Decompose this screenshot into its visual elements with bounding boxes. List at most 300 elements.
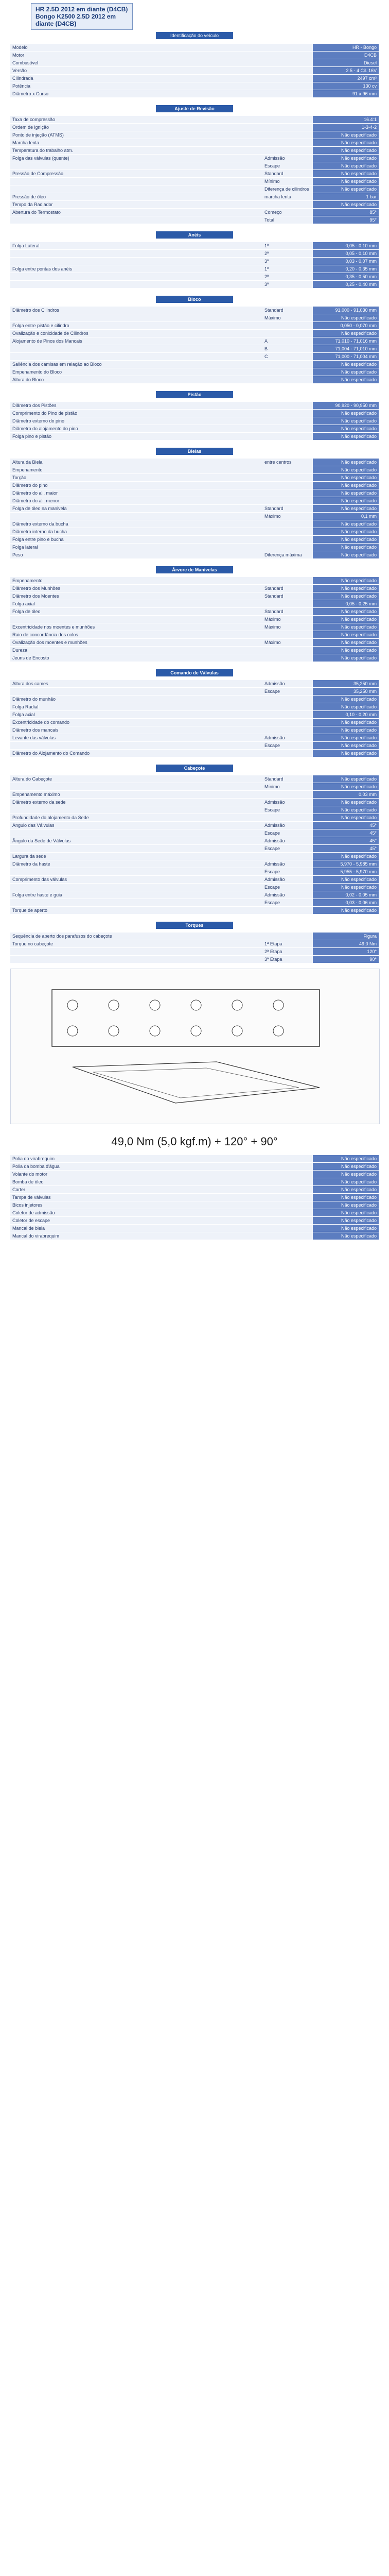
row-value: Não especificado xyxy=(313,775,379,783)
row-qualifier xyxy=(262,1209,313,1216)
row-qualifier: Admissão xyxy=(262,891,313,899)
row-qualifier xyxy=(262,322,313,329)
row-value: 0,03 mm xyxy=(313,791,379,798)
table-row xyxy=(10,124,379,131)
table-row xyxy=(10,1163,379,1170)
row-qualifier xyxy=(262,489,313,497)
table-row xyxy=(10,1178,379,1185)
row-qualifier: Escape xyxy=(262,742,313,749)
row-label: Diâmetro da haste xyxy=(10,860,262,868)
table-row xyxy=(10,402,379,409)
row-label: Diâmetro do alojamento do pino xyxy=(10,425,262,432)
row-value: Não especificado xyxy=(313,1225,379,1232)
row-label: Diâmetro dos Cilindros xyxy=(10,307,262,314)
title-box xyxy=(31,3,133,30)
row-qualifier: Escape xyxy=(262,688,313,695)
row-label: Diâmetro externo da sede xyxy=(10,799,262,806)
row-label: Coletor de admissão xyxy=(10,1209,262,1216)
table-row xyxy=(10,59,379,66)
row-qualifier xyxy=(262,361,313,368)
row-value: 45° xyxy=(313,822,379,829)
table-row xyxy=(10,44,379,51)
row-qualifier: Standard xyxy=(262,170,313,177)
section-cabecote: Cabeçote xyxy=(156,765,233,772)
row-value: 45° xyxy=(313,829,379,837)
table-row xyxy=(10,876,379,883)
row-label: Diâmetro do munhão xyxy=(10,696,262,703)
row-label: Ovalização dos moentes e munhões xyxy=(10,639,262,646)
row-qualifier xyxy=(262,711,313,718)
row-qualifier xyxy=(262,647,313,654)
table-row xyxy=(10,799,379,806)
row-label: Ângulo das Válvulas xyxy=(10,822,262,829)
row-label: Excentricidade do comando xyxy=(10,719,262,726)
row-value: Não especificado xyxy=(313,314,379,321)
row-qualifier: Standard xyxy=(262,585,313,592)
row-value: Não especificado xyxy=(313,876,379,883)
row-value: 91,000 - 91,030 mm xyxy=(313,307,379,314)
table-row xyxy=(10,273,379,280)
row-value: 85° xyxy=(313,209,379,216)
row-label: Altura do Bloco xyxy=(10,376,262,383)
row-label xyxy=(10,806,262,814)
row-label xyxy=(10,884,262,891)
row-value: Não especificado xyxy=(313,505,379,512)
table-row xyxy=(10,265,379,273)
row-qualifier xyxy=(262,402,313,409)
row-label: Excentricidade nos moentes e munhões xyxy=(10,623,262,631)
row-qualifier xyxy=(262,44,313,51)
row-value: Não especificado xyxy=(313,719,379,726)
row-qualifier xyxy=(262,482,313,489)
table-row xyxy=(10,67,379,74)
row-label: Coletor de escape xyxy=(10,1217,262,1224)
row-qualifier: Standard xyxy=(262,608,313,615)
section-revisao: Ajuste de Revisão xyxy=(156,105,233,112)
row-label: Temperatura do trabalho atm. xyxy=(10,147,262,154)
row-qualifier xyxy=(262,933,313,940)
row-label: Diâmetro do ali. maior xyxy=(10,489,262,497)
row-qualifier xyxy=(262,1186,313,1193)
row-value: Não especificado xyxy=(313,639,379,646)
row-qualifier xyxy=(262,139,313,146)
row-value: Não especificado xyxy=(313,907,379,914)
table-row xyxy=(10,116,379,123)
row-value: Diesel xyxy=(313,59,379,66)
table-row xyxy=(10,623,379,631)
row-value: 45° xyxy=(313,845,379,852)
row-label: Folga axial xyxy=(10,600,262,607)
row-label: Ângulo da Sede de Válvulas xyxy=(10,837,262,844)
table-row xyxy=(10,726,379,734)
row-value: Não especificado xyxy=(313,170,379,177)
row-qualifier xyxy=(262,1155,313,1162)
row-value: Não especificado xyxy=(313,1194,379,1201)
table-row xyxy=(10,242,379,249)
row-value: Não especificado xyxy=(313,155,379,162)
section-anel: Anéis xyxy=(156,231,233,239)
row-label: Diâmetro dos mancais xyxy=(10,726,262,734)
row-label xyxy=(10,616,262,623)
row-qualifier xyxy=(262,425,313,432)
row-qualifier xyxy=(262,750,313,757)
row-value: Não especificado xyxy=(313,647,379,654)
row-qualifier: Admissão xyxy=(262,734,313,741)
row-label: Ponto de injeção (ATMS) xyxy=(10,131,262,139)
row-label: Pressão de óleo xyxy=(10,193,262,200)
row-label: Comprimento do Pino de pistão xyxy=(10,410,262,417)
table-row xyxy=(10,544,379,551)
row-label: Largura da sede xyxy=(10,853,262,860)
row-label xyxy=(10,314,262,321)
table-row xyxy=(10,410,379,417)
table-row xyxy=(10,791,379,798)
row-qualifier: Começo xyxy=(262,209,313,216)
row-qualifier: Escape xyxy=(262,845,313,852)
table-row xyxy=(10,1194,379,1201)
row-qualifier xyxy=(262,528,313,535)
table-row xyxy=(10,940,379,947)
row-qualifier xyxy=(262,520,313,528)
row-value: 120° xyxy=(313,948,379,955)
row-label xyxy=(10,258,262,265)
row-value: Não especificado xyxy=(313,616,379,623)
row-value: 2.5 - 4 Cil. 16V xyxy=(313,67,379,74)
section-virabrequim: Árvore de Manivelas xyxy=(156,566,233,573)
row-qualifier xyxy=(262,1232,313,1240)
table-row xyxy=(10,489,379,497)
row-label xyxy=(10,162,262,170)
row-value: 2497 cm³ xyxy=(313,75,379,82)
row-qualifier: Escape xyxy=(262,162,313,170)
row-qualifier: Standard xyxy=(262,592,313,600)
row-value: 71,000 - 71,004 mm xyxy=(313,353,379,360)
row-label: Bicos injetores xyxy=(10,1201,262,1209)
row-value: 45° xyxy=(313,837,379,844)
title-line-2: Bongo K2500 2.5D 2012 em diante (D4CB) xyxy=(36,13,116,27)
table-row xyxy=(10,750,379,757)
table-row xyxy=(10,474,379,481)
table-row xyxy=(10,193,379,200)
row-label: Diâmetro x Curso xyxy=(10,90,262,97)
row-qualifier xyxy=(262,631,313,638)
row-label: Polia da bomba d'água xyxy=(10,1163,262,1170)
row-label: Peso xyxy=(10,551,262,558)
row-label xyxy=(10,868,262,875)
table-row xyxy=(10,1171,379,1178)
row-label: Modelo xyxy=(10,44,262,51)
row-value: Não especificado xyxy=(313,1171,379,1178)
row-label: Raio de concordância dos colos xyxy=(10,631,262,638)
row-label: Folga entre haste e guia xyxy=(10,891,262,899)
row-label: Diâmetro dos Pistões xyxy=(10,402,262,409)
table-row xyxy=(10,891,379,899)
row-label: Folga Radial xyxy=(10,703,262,710)
row-qualifier xyxy=(262,719,313,726)
row-value: Não especificado xyxy=(313,1163,379,1170)
row-qualifier: 2ª Etapa xyxy=(262,948,313,955)
row-label: Empenamento do Bloco xyxy=(10,368,262,376)
table-row xyxy=(10,806,379,814)
row-qualifier: Escape xyxy=(262,899,313,906)
row-value: Não especificado xyxy=(313,623,379,631)
row-value: 16.4:1 xyxy=(313,116,379,123)
row-value: 5,970 - 5,985 mm xyxy=(313,860,379,868)
row-value: Não especificado xyxy=(313,147,379,154)
row-value: Não especificado xyxy=(313,497,379,504)
row-qualifier xyxy=(262,814,313,821)
row-value: Não especificado xyxy=(313,1201,379,1209)
row-value: Não especificado xyxy=(313,654,379,662)
row-value: Não especificado xyxy=(313,330,379,337)
row-label: Ordem de ignição xyxy=(10,124,262,131)
table-row xyxy=(10,860,379,868)
row-label: Saliência dos camisas em relação ao Bloco xyxy=(10,361,262,368)
row-label xyxy=(10,845,262,852)
row-qualifier: Standard xyxy=(262,505,313,512)
table-row xyxy=(10,1217,379,1224)
row-qualifier xyxy=(262,536,313,543)
row-label: Jeuns de Encosto xyxy=(10,654,262,662)
table-row xyxy=(10,829,379,837)
row-qualifier xyxy=(262,654,313,662)
table-row xyxy=(10,639,379,646)
row-label: Polia do virabrequim xyxy=(10,1155,262,1162)
row-value: 0,1 mm xyxy=(313,513,379,520)
row-value: Não especificado xyxy=(313,361,379,368)
row-value: Não especificado xyxy=(313,585,379,592)
row-value: Não especificado xyxy=(313,1217,379,1224)
table-row xyxy=(10,948,379,955)
table-row xyxy=(10,201,379,208)
row-value: 71,004 - 71,010 mm xyxy=(313,345,379,352)
table-row xyxy=(10,155,379,162)
table-row xyxy=(10,1201,379,1209)
row-qualifier: Admissão xyxy=(262,876,313,883)
table-row xyxy=(10,307,379,314)
row-qualifier xyxy=(262,90,313,97)
row-label: Torque de aperto xyxy=(10,907,262,914)
row-value: Não especificado xyxy=(313,544,379,551)
row-value: Não especificado xyxy=(313,577,379,584)
table-row xyxy=(10,459,379,466)
row-label: Folga das válvulas (quente) xyxy=(10,155,262,162)
row-qualifier xyxy=(262,466,313,473)
row-qualifier xyxy=(262,59,313,66)
row-value: Não especificado xyxy=(313,592,379,600)
table-row xyxy=(10,466,379,473)
row-qualifier: Total xyxy=(262,216,313,224)
row-qualifier: 1ª Etapa xyxy=(262,940,313,947)
table-row xyxy=(10,742,379,749)
row-value: Não especificado xyxy=(313,551,379,558)
row-label: Folga entre pistão e cilindro xyxy=(10,322,262,329)
table-row xyxy=(10,216,379,224)
row-value: Não especificado xyxy=(313,1186,379,1193)
row-qualifier: Standard xyxy=(262,775,313,783)
row-qualifier: Diferença máxima xyxy=(262,551,313,558)
row-label: Marcha lenta xyxy=(10,139,262,146)
row-qualifier xyxy=(262,1217,313,1224)
table-row xyxy=(10,337,379,345)
row-value: Não especificado xyxy=(313,520,379,528)
table-row xyxy=(10,654,379,662)
row-label: Tampa de válvulas xyxy=(10,1194,262,1201)
table-row xyxy=(10,734,379,741)
subtitle-banner: Identificação do veículo xyxy=(156,32,233,39)
row-label: Diâmetro do pino xyxy=(10,482,262,489)
row-label xyxy=(10,185,262,193)
row-label xyxy=(10,345,262,352)
row-qualifier xyxy=(262,410,313,417)
table-row xyxy=(10,647,379,654)
table-row xyxy=(10,1186,379,1193)
table-row xyxy=(10,608,379,615)
row-label: Folga entre pino e bucha xyxy=(10,536,262,543)
row-qualifier: Escape xyxy=(262,884,313,891)
row-qualifier: Máximo xyxy=(262,623,313,631)
row-qualifier: Admissão xyxy=(262,822,313,829)
row-value: Não especificado xyxy=(313,884,379,891)
row-value: Não especificado xyxy=(313,139,379,146)
row-qualifier: Standard xyxy=(262,307,313,314)
section-torque: Torques xyxy=(156,922,233,929)
comando-table xyxy=(10,680,379,757)
table-row xyxy=(10,551,379,558)
row-qualifier xyxy=(262,696,313,703)
row-qualifier: Admissão xyxy=(262,837,313,844)
row-value: Não especificado xyxy=(313,814,379,821)
row-qualifier: Máximo xyxy=(262,513,313,520)
table-row xyxy=(10,139,379,146)
row-value: Não especificado xyxy=(313,742,379,749)
row-label: Dureza xyxy=(10,647,262,654)
row-qualifier: 1º xyxy=(262,265,313,273)
table-row xyxy=(10,417,379,425)
row-label: Torque no cabeçote xyxy=(10,940,262,947)
row-qualifier xyxy=(262,726,313,734)
row-qualifier: 1º xyxy=(262,242,313,249)
table-row xyxy=(10,577,379,584)
table-row xyxy=(10,585,379,592)
cabecote-table xyxy=(10,775,379,914)
table-row xyxy=(10,822,379,829)
torque-table-2 xyxy=(10,1155,379,1240)
table-row xyxy=(10,528,379,535)
row-value: 0,10 - 0,20 mm xyxy=(313,711,379,718)
row-label xyxy=(10,281,262,288)
table-row xyxy=(10,505,379,512)
table-row xyxy=(10,868,379,875)
row-label: Versão xyxy=(10,67,262,74)
row-label: Levante das válvulas xyxy=(10,734,262,741)
row-value: 90° xyxy=(313,956,379,963)
row-label: Folga axial xyxy=(10,711,262,718)
table-row xyxy=(10,536,379,543)
table-row xyxy=(10,322,379,329)
row-label xyxy=(10,353,262,360)
row-qualifier xyxy=(262,1178,313,1185)
row-value: 49,0 Nm xyxy=(313,940,379,947)
row-value: 90,920 - 90,950 mm xyxy=(313,402,379,409)
row-label: Folga pino e pistão xyxy=(10,433,262,440)
row-qualifier xyxy=(262,544,313,551)
table-row xyxy=(10,592,379,600)
row-label xyxy=(10,273,262,280)
row-label: Altura do Cabeçote xyxy=(10,775,262,783)
row-qualifier xyxy=(262,201,313,208)
row-value: HR - Bongo xyxy=(313,44,379,51)
table-row xyxy=(10,703,379,710)
row-qualifier: Mínimo xyxy=(262,783,313,790)
table-row xyxy=(10,185,379,193)
table-row xyxy=(10,52,379,59)
row-qualifier: entre centros xyxy=(262,459,313,466)
table-row xyxy=(10,1209,379,1216)
table-row xyxy=(10,368,379,376)
row-qualifier xyxy=(262,703,313,710)
row-qualifier xyxy=(262,75,313,82)
table-row xyxy=(10,688,379,695)
row-qualifier xyxy=(262,1171,313,1178)
table-row xyxy=(10,250,379,257)
row-label: Pressão de Compressão xyxy=(10,170,262,177)
cylinder-head-bolt-diagram xyxy=(10,969,380,1124)
row-value: 0,05 - 0,10 mm xyxy=(313,250,379,257)
row-label xyxy=(10,178,262,185)
table-row xyxy=(10,513,379,520)
biela-table xyxy=(10,458,379,559)
row-value: 95° xyxy=(313,216,379,224)
table-row xyxy=(10,907,379,914)
row-qualifier: 3º xyxy=(262,281,313,288)
row-qualifier xyxy=(262,368,313,376)
table-row xyxy=(10,616,379,623)
row-label xyxy=(10,899,262,906)
row-label: Taxa de compressão xyxy=(10,116,262,123)
row-label: Carter xyxy=(10,1186,262,1193)
row-label: Folga entre pontas dos anéis xyxy=(10,265,262,273)
row-label xyxy=(10,216,262,224)
row-qualifier xyxy=(262,1163,313,1170)
row-value: Não especificado xyxy=(313,410,379,417)
table-row xyxy=(10,933,379,940)
row-qualifier xyxy=(262,907,313,914)
row-qualifier: 2º xyxy=(262,250,313,257)
section-comando: Comando de Válvulas xyxy=(156,669,233,676)
row-value: Não especificado xyxy=(313,1209,379,1216)
anel-table xyxy=(10,242,379,289)
table-row xyxy=(10,1225,379,1232)
row-label: Comprimento das válvulas xyxy=(10,876,262,883)
row-qualifier: 3º xyxy=(262,258,313,265)
row-qualifier: B xyxy=(262,345,313,352)
row-value: Não especificado xyxy=(313,466,379,473)
row-qualifier: Admissão xyxy=(262,680,313,687)
table-row xyxy=(10,956,379,963)
row-value: 35,250 mm xyxy=(313,688,379,695)
table-row xyxy=(10,330,379,337)
row-label xyxy=(10,688,262,695)
table-row xyxy=(10,376,379,383)
table-row xyxy=(10,899,379,906)
row-label: Diâmetro do Alojamento do Comando xyxy=(10,750,262,757)
identification-table xyxy=(10,43,379,98)
row-value: Não especificado xyxy=(313,417,379,425)
row-value: Não especificado xyxy=(313,474,379,481)
row-value: 0,05 - 0,25 mm xyxy=(313,600,379,607)
page xyxy=(10,0,379,1240)
